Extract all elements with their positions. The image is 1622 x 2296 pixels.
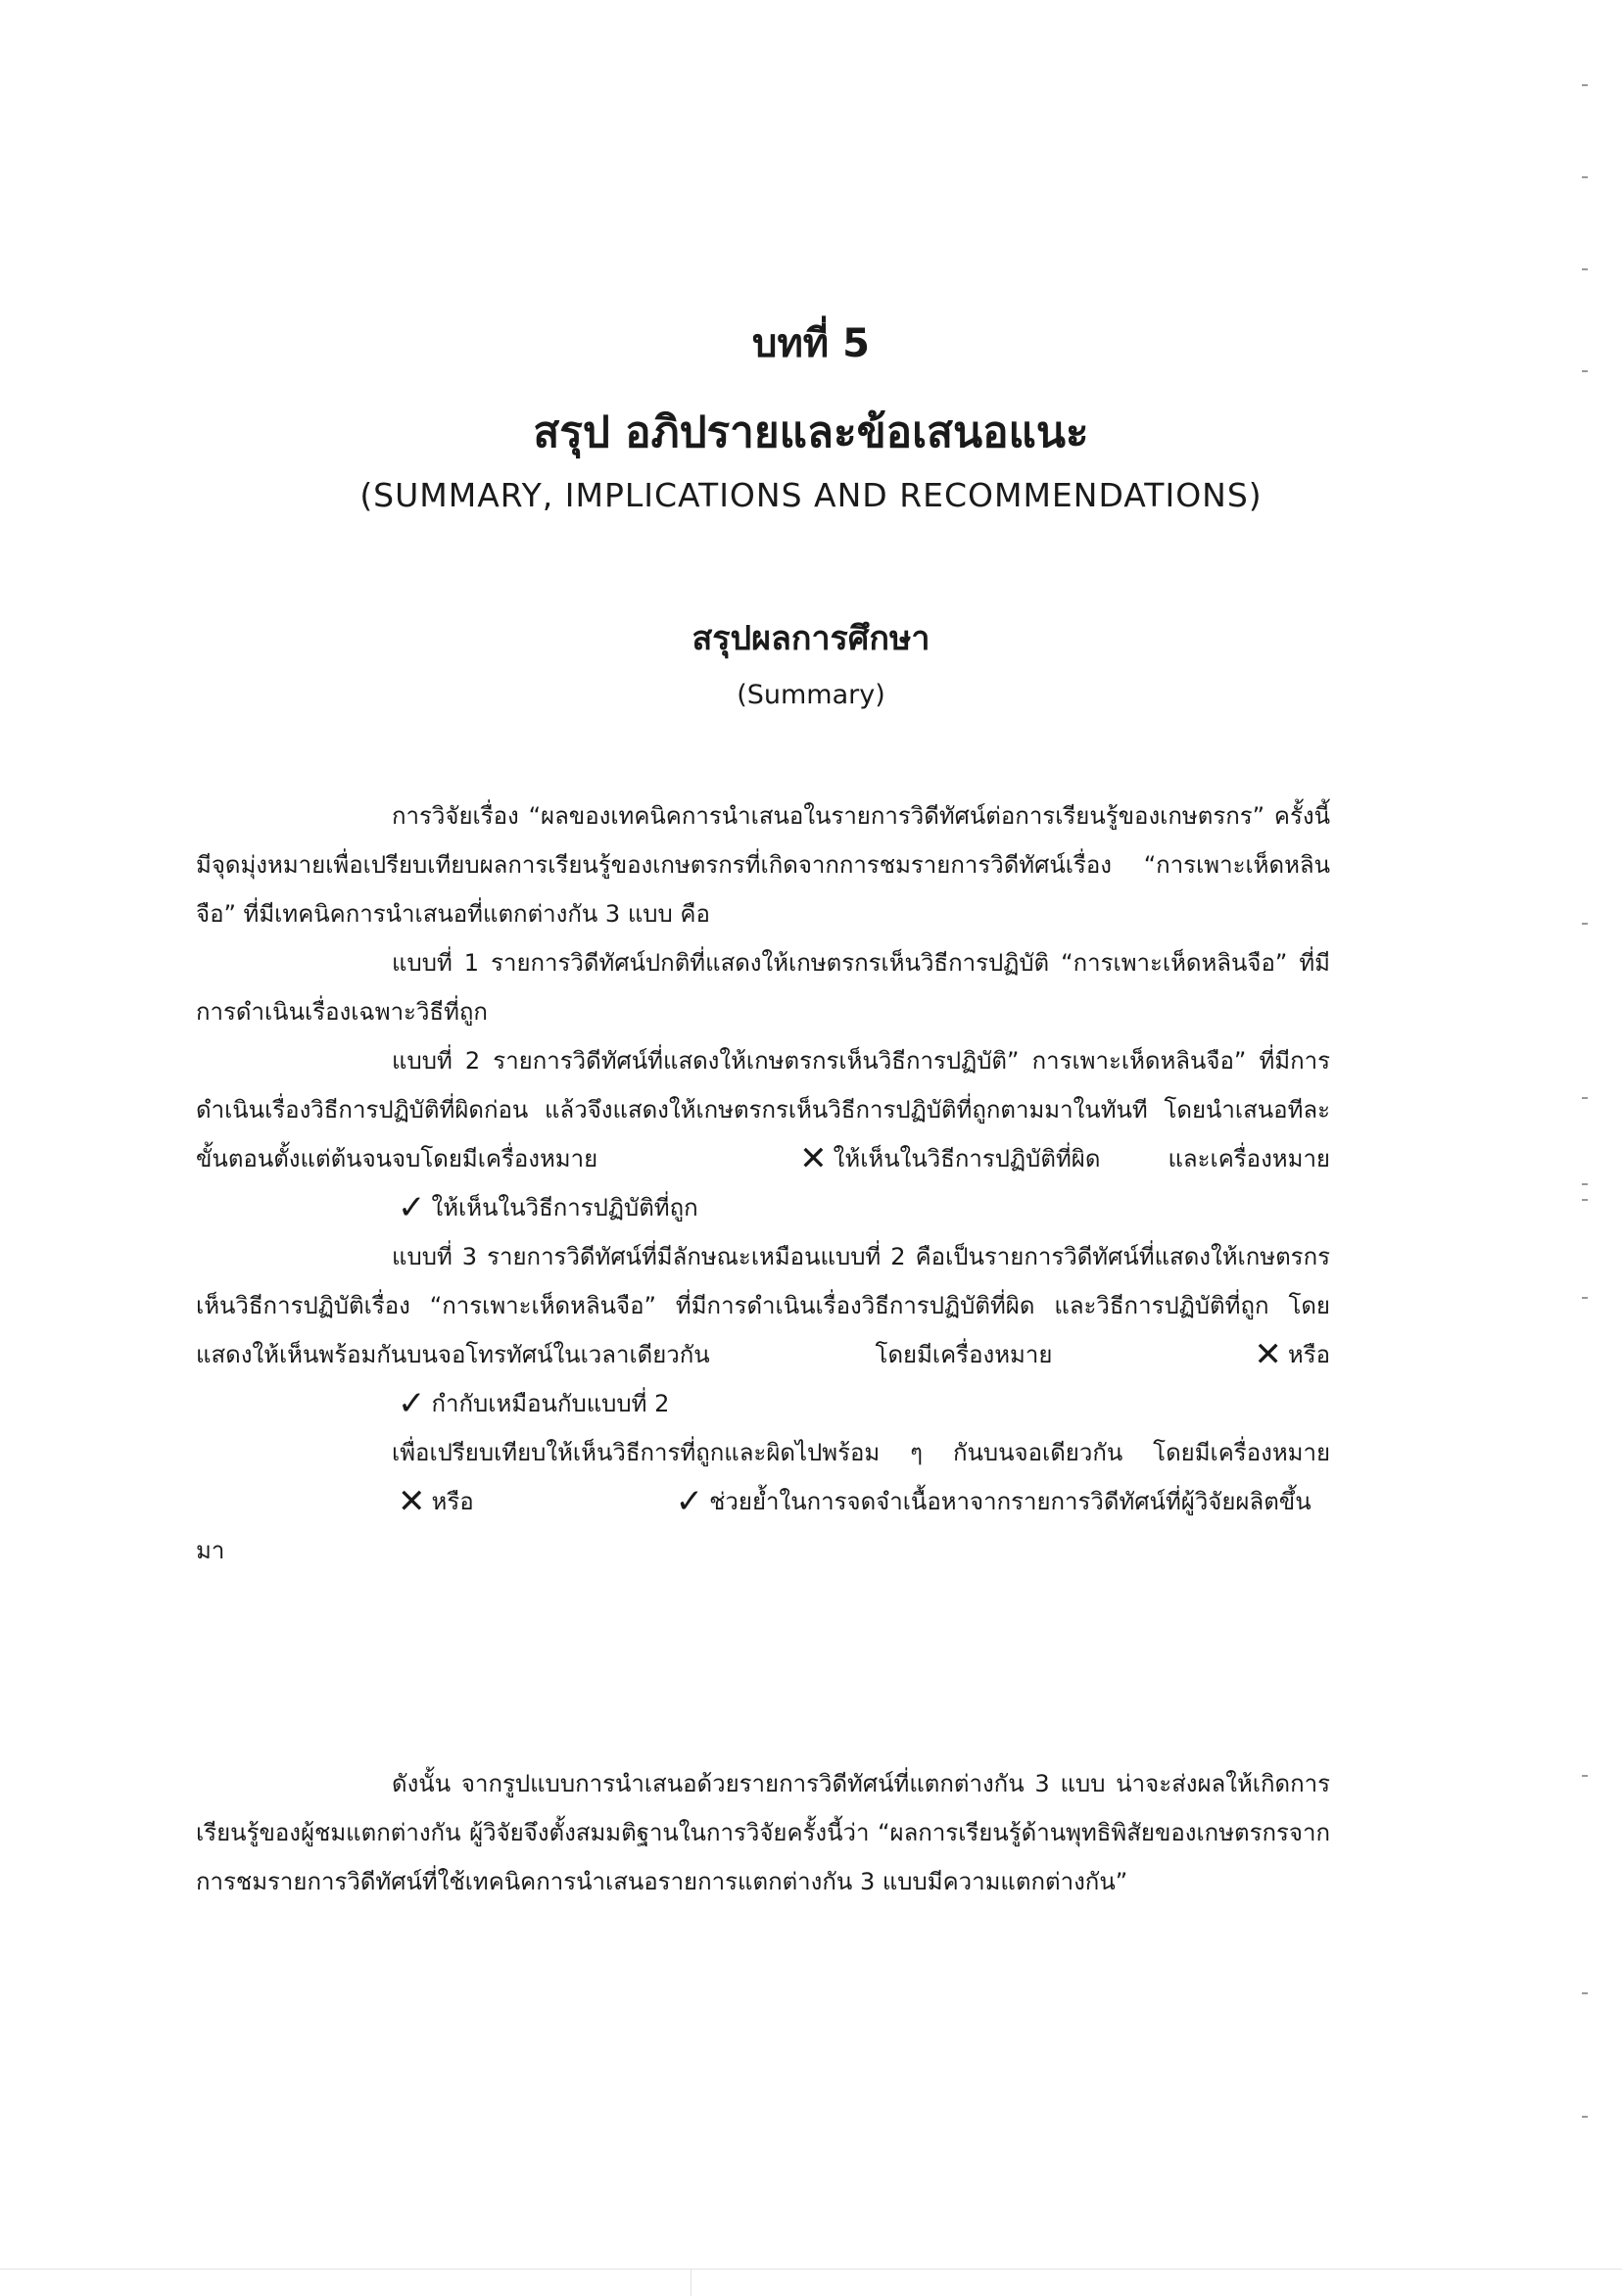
check-mark-icon: ✓ xyxy=(675,1482,704,1521)
section-heading-thai: สรุปผลการศึกษา xyxy=(692,619,930,658)
scan-speck xyxy=(1582,2116,1588,2118)
type-2-text-c: ให้เห็นในวิธีการปฏิบัติที่ถูก xyxy=(431,1194,698,1221)
summary-body xyxy=(196,791,1330,1575)
type-2-text-b: ให้เห็นในวิธีการปฏิบัติที่ผิด และเครื่องหมาย xyxy=(833,1145,1330,1172)
scan-speck xyxy=(1582,1297,1588,1299)
cross-mark-icon: ✕ xyxy=(1254,1335,1282,1374)
compare-text-c: ช่วยย้ำในการจดจำเนื้อหาจากรายการวิดีทัศน์ที่ผู้วิจัยผลิตขึ้นมา xyxy=(196,1488,1312,1564)
chapter-title-thai: สรุป อภิปรายและข้อเสนอแนะ xyxy=(533,407,1089,457)
paragraph-type-2 xyxy=(196,1036,1330,1232)
scan-speck xyxy=(1582,1992,1588,1994)
scan-speck xyxy=(1582,370,1588,372)
scan-speck xyxy=(1582,1097,1588,1099)
section-heading-english: (Summary) xyxy=(737,680,885,710)
scan-speck xyxy=(1582,923,1588,925)
scan-speck xyxy=(1582,1775,1588,1777)
page-edge-line xyxy=(0,2269,1622,2270)
cross-mark-icon: ✕ xyxy=(799,1139,828,1178)
type-3-text-c: กำกับเหมือนกับแบบที่ 2 xyxy=(431,1390,670,1417)
type-3-text-a: แบบที่ 3 รายการวิดีทัศน์ที่มีลักษณะเหมือนแบบที่ 2 คือเป็นรายการวิดีทัศน์ที่แสดงให้เกษตรกรเห็นวิธีการปฏิบัติเรื่อง “การเพาะเห็ดหลินจือ” ที่มีการดำเนินเรื่องวิธีการปฏิบัติที่ผิด และวิธีการปฏิบัติที่ถูก โดยแสดงให้เห็นพร้อมกันบนจอโทรทัศน์ในเวลาเดียวกัน โดยมีเครื่องหมาย xyxy=(196,1243,1330,1368)
compare-text-b: หรือ xyxy=(431,1488,474,1515)
scan-speck xyxy=(1582,1199,1588,1201)
scan-speck xyxy=(1582,176,1588,178)
paragraph-intro: การวิจัยเรื่อง “ผลของเทคนิคการนำเสนอในรายการวิดีทัศน์ต่อการเรียนรู้ของเกษตรกร” ครั้งนี้ มีจุดมุ่งหมายเพื่อเปรียบเทียบผลการเรียนรู้ของเกษตรกรที่เกิดจากการชมรายการวิดีทัศน์เรื่อง “การเพาะเห็ดหลินจือ” ที่มีเทคนิคการนำเสนอที่แตกต่างกัน 3 แบบ คือ xyxy=(196,802,1330,928)
scan-speck xyxy=(1582,1183,1588,1185)
chapter-heading: บทที่ 5 xyxy=(752,321,870,366)
compare-text-a: เพื่อเปรียบเทียบให้เห็นวิธีการที่ถูกและผิดไปพร้อม ๆ กันบนจอเดียวกัน โดยมีเครื่องหมาย xyxy=(392,1439,1330,1466)
type-3-text-b: หรือ xyxy=(1287,1341,1330,1368)
paragraph-conclusion: ดังนั้น จากรูปแบบการนำเสนอด้วยรายการวิดีทัศน์ที่แตกต่างกัน 3 แบบ น่าจะส่งผลให้เกิดการเรียนรู้ของผู้ชมแตกต่างกัน ผู้วิจัยจึงตั้งสมมติฐานในการวิจัยครั้งนี้ว่า “ผลการเรียนรู้ด้านพุทธิพิสัยของเกษตรกรจากการชมรายการวิดีทัศน์ที่ใช้เทคนิคการนำเสนอรายการแตกต่างกัน 3 แบบมีความแตกต่างกัน” xyxy=(196,1770,1330,1895)
paragraph-compare xyxy=(196,1428,1330,1575)
cross-mark-icon: ✕ xyxy=(398,1482,426,1521)
chapter-title-english: (SUMMARY, IMPLICATIONS AND RECOMMENDATIONS) xyxy=(359,476,1263,514)
paragraph-type-1: แบบที่ 1 รายการวิดีทัศน์ปกติที่แสดงให้เกษตรกรเห็นวิธีการปฏิบัติ “การเพาะเห็ดหลินจือ” ที่มีการดำเนินเรื่องเฉพาะวิธีที่ถูก xyxy=(196,949,1330,1026)
scan-speck xyxy=(1582,268,1588,270)
check-mark-icon: ✓ xyxy=(398,1384,426,1423)
scan-speck xyxy=(1582,84,1588,86)
check-mark-icon: ✓ xyxy=(398,1188,426,1227)
type-2-text-a: แบบที่ 2 รายการวิดีทัศน์ที่แสดงให้เกษตรกรเห็นวิธีการปฏิบัติ” การเพาะเห็ดหลินจือ” ที่มีการดำเนินเรื่องวิธีการปฏิบัติที่ผิดก่อน แล้วจึงแสดงให้เกษตรกรเห็นวิธีการปฏิบัติที่ถูกตามมาในทันที โดยนำเสนอทีละขั้นตอนตั้งแต่ต้นจนจบโดยมีเครื่องหมาย xyxy=(196,1047,1330,1172)
paragraph-type-3 xyxy=(196,1232,1330,1428)
page-edge-tick xyxy=(691,2269,692,2296)
conclusion-body xyxy=(196,1759,1330,1906)
